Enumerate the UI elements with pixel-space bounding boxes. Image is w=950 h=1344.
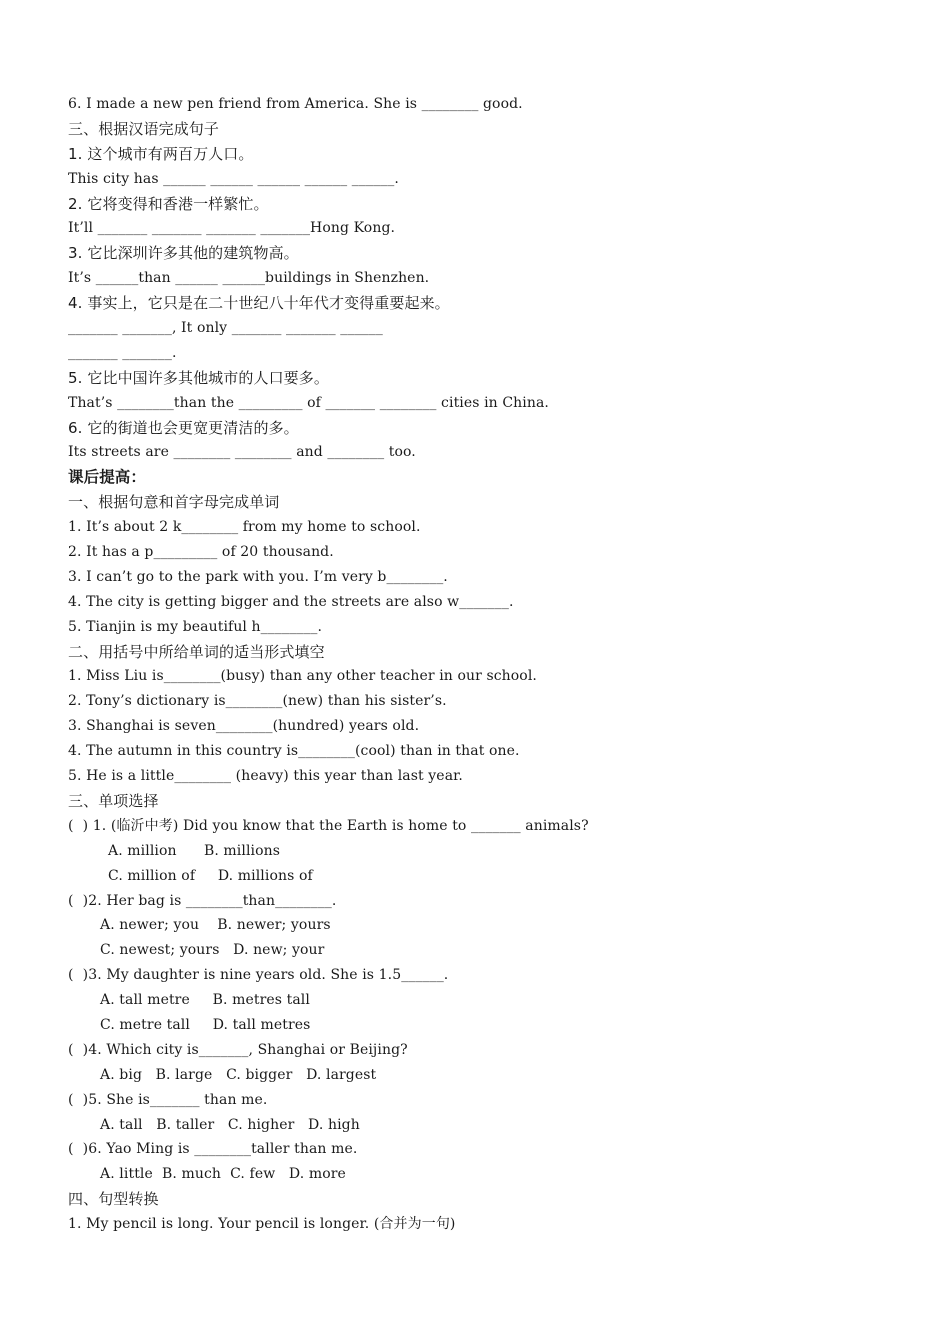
exercise-line: 3. Shanghai is seven________(hundred) years old. [68, 718, 420, 735]
exercise-line: This city has ______ ______ ______ ______ ______. [68, 170, 399, 187]
exercise-line: 1. Miss Liu is________(busy) than any other teacher in our school. [68, 668, 537, 685]
exercise-line: _______ _______. [68, 344, 177, 361]
chinese-line: 三、单项选择 [68, 791, 159, 810]
exercise-line: 1. It’s about 2 k________ from my home to school. [68, 519, 421, 536]
answer-options: C. million of D. millions of [108, 867, 313, 884]
section-heading: 课后提高： [68, 468, 147, 487]
exercise-line: It’ll _______ _______ _______ _______Hong Kong. [68, 220, 396, 237]
exercise-line: ( )2. Her bag is ________than________. [68, 892, 337, 909]
exercise-line: _______ _______, It only _______ _______ ______ [68, 320, 383, 337]
exercise-line: ( )4. Which city is_______, Shanghai or Beijing? [68, 1041, 408, 1058]
exercise-line: That’s ________than the _________ of _______ ________ cities in China. [68, 394, 549, 411]
chinese-line: 1. 这个城市有两百万人口。 [68, 144, 254, 163]
exercise-line: 2. Tony’s dictionary is________(new) than his sister’s. [68, 693, 447, 710]
worksheet-page [68, 92, 908, 1237]
exercise-line: Its streets are ________ ________ and ________ too. [68, 444, 416, 461]
answer-options: C. newest; yours D. new; your [100, 942, 325, 959]
answer-options: A. little B. much C. few D. more [100, 1166, 346, 1183]
chinese-line: 6. 它的街道也会更宽更清洁的多。 [68, 418, 299, 437]
chinese-line: 2. 它将变得和香港一样繁忙。 [68, 194, 269, 213]
exercise-line: 5. He is a little________ (heavy) this year than last year. [68, 768, 463, 785]
chinese-line: 3. 它比深圳许多其他的建筑物高。 [68, 244, 299, 263]
answer-options: A. tall B. taller C. higher D. high [100, 1116, 360, 1133]
answer-options: C. metre tall D. tall metres [100, 1016, 311, 1033]
chinese-line: 4. 事实上，它只是在二十世纪八十年代才变得重要起来。 [68, 294, 450, 313]
exercise-line: ( )6. Yao Ming is ________taller than me. [68, 1141, 358, 1158]
exercise-line: ( ) 1. (临沂中考) Did you know that the Earth is home to _______ animals? [68, 817, 589, 834]
exercise-line: 3. I can’t go to the park with you. I’m very b________. [68, 568, 448, 585]
exercise-line: 6. I made a new pen friend from America. She is ________ good. [68, 96, 523, 112]
chinese-line: 二、用括号中所给单词的适当形式填空 [68, 642, 325, 661]
answer-options: A. million B. millions [108, 842, 281, 859]
answer-options: A. newer; you B. newer; yours [100, 917, 331, 934]
exercise-line: It’s ______than ______ ______buildings in Shenzhen. [68, 270, 430, 287]
exercise-line: 4. The autumn in this country is________(cool) than in that one. [68, 743, 520, 760]
exercise-line: ( )3. My daughter is nine years old. She is 1.5______. [68, 967, 449, 984]
answer-options: A. tall metre B. metres tall [100, 992, 310, 1009]
exercise-line: ( )5. She is_______ than me. [68, 1091, 268, 1108]
chinese-line: 三、根据汉语完成句子 [68, 119, 220, 138]
chinese-line: 四、句型转换 [68, 1190, 159, 1209]
exercise-line: 5. Tianjin is my beautiful h________. [68, 618, 323, 635]
exercise-line: 1. My pencil is long. Your pencil is longer. (合并为一句) [68, 1216, 456, 1233]
exercise-line: 4. The city is getting bigger and the streets are also w_______. [68, 593, 514, 610]
answer-options: A. big B. large C. bigger D. largest [100, 1066, 377, 1083]
exercise-line: 2. It has a p_________ of 20 thousand. [68, 544, 334, 561]
chinese-line: 5. 它比中国许多其他城市的人口要多。 [68, 368, 329, 387]
chinese-line: 一、根据句意和首字母完成单词 [68, 493, 280, 512]
